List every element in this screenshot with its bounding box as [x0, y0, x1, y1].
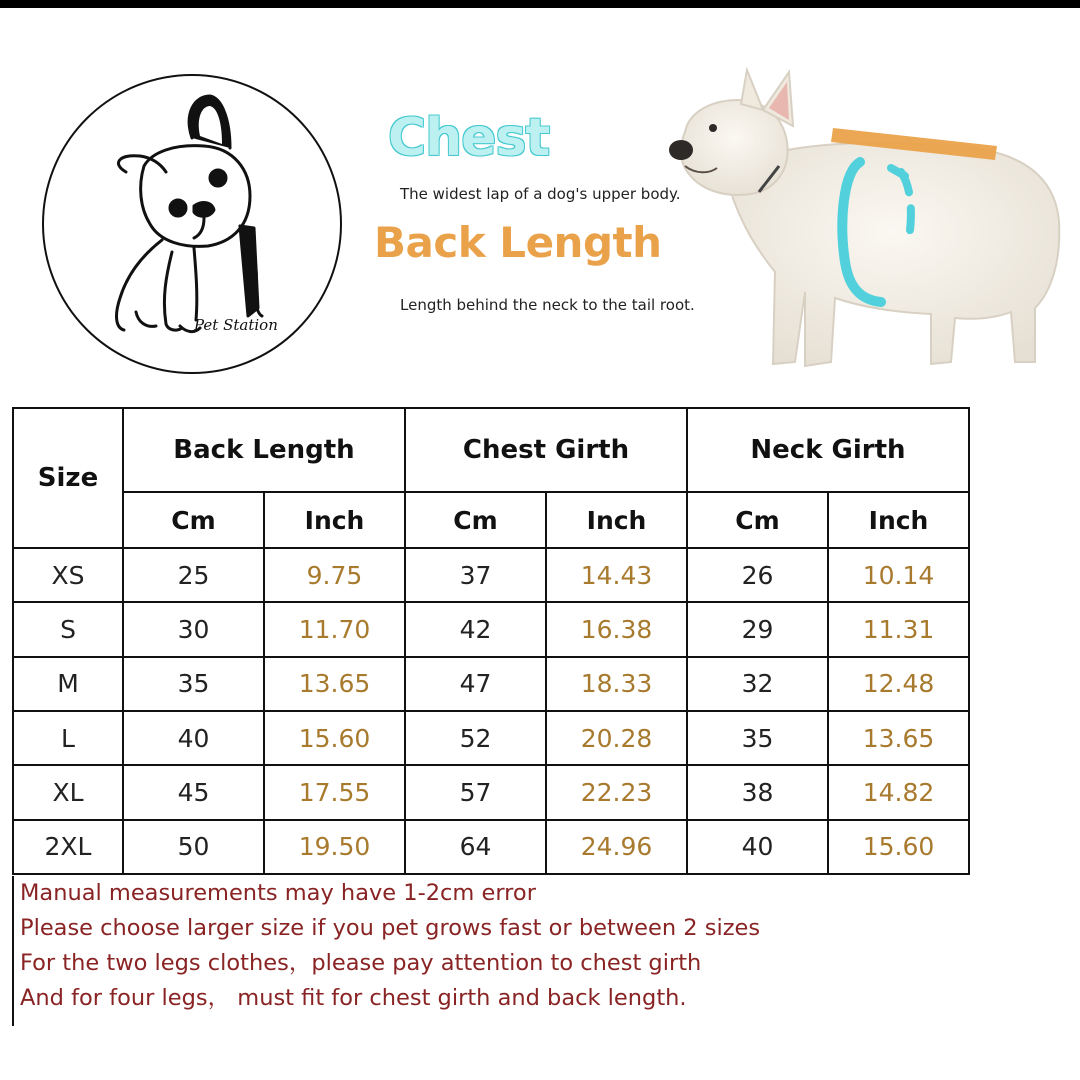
back-length-description: Length behind the neck to the tail root. — [400, 296, 695, 314]
back-length-title: Back Length — [374, 218, 662, 267]
sizing-notes — [12, 876, 912, 1026]
chest-girth-inch-cell: 18.33 — [546, 657, 687, 711]
back-length-inch-cell: 17.55 — [264, 765, 405, 819]
pet-station-logo — [42, 74, 342, 374]
neck-girth-inch-cell: 13.65 — [828, 711, 969, 765]
neck-girth-inch-cell: 10.14 — [828, 548, 969, 602]
table-row — [13, 711, 969, 765]
chest-girth-cm-cell: 37 — [405, 548, 546, 602]
chest-girth-cm-cell: 64 — [405, 820, 546, 874]
size-cell: XS — [13, 548, 123, 602]
size-column-header: Size — [13, 408, 123, 548]
table-row — [13, 602, 969, 656]
neck-girth-cm-cell: 40 — [687, 820, 828, 874]
table-row — [13, 548, 969, 602]
unit-header: Cm — [405, 492, 546, 548]
logo-brand-text: Pet Station — [194, 316, 278, 334]
note-line: And for four legs， must fit for chest girth and back length. — [20, 985, 687, 1011]
size-cell: S — [13, 602, 123, 656]
size-cell: 2XL — [13, 820, 123, 874]
note-line: Please choose larger size if you pet grows fast or between 2 sizes — [20, 915, 761, 941]
back-length-cm-cell: 25 — [123, 548, 264, 602]
neck-girth-cm-cell: 26 — [687, 548, 828, 602]
chest-girth-cm-cell: 52 — [405, 711, 546, 765]
neck-girth-cm-cell: 35 — [687, 711, 828, 765]
back-length-cm-cell: 50 — [123, 820, 264, 874]
chest-girth-inch-cell: 16.38 — [546, 602, 687, 656]
unit-header: Inch — [264, 492, 405, 548]
unit-header: Cm — [123, 492, 264, 548]
neck-girth-inch-cell: 11.31 — [828, 602, 969, 656]
chest-girth-inch-cell: 24.96 — [546, 820, 687, 874]
back-length-cm-cell: 45 — [123, 765, 264, 819]
table-row — [13, 765, 969, 819]
neck-girth-cm-cell: 29 — [687, 602, 828, 656]
back-length-group-header: Back Length — [123, 408, 405, 492]
unit-header: Cm — [687, 492, 828, 548]
neck-girth-cm-cell: 32 — [687, 657, 828, 711]
chest-girth-group-header: Chest Girth — [405, 408, 687, 492]
back-length-inch-cell: 13.65 — [264, 657, 405, 711]
unit-header: Inch — [828, 492, 969, 548]
table-row — [13, 657, 969, 711]
back-length-inch-cell: 11.70 — [264, 602, 405, 656]
back-length-inch-cell: 9.75 — [264, 548, 405, 602]
back-length-cm-cell: 40 — [123, 711, 264, 765]
back-length-inch-cell: 15.60 — [264, 711, 405, 765]
neck-girth-inch-cell: 15.60 — [828, 820, 969, 874]
unit-header: Inch — [546, 492, 687, 548]
back-length-cm-cell: 35 — [123, 657, 264, 711]
chest-girth-cm-cell: 57 — [405, 765, 546, 819]
neck-girth-group-header: Neck Girth — [687, 408, 969, 492]
table-unit-header-row — [13, 492, 969, 548]
chest-girth-inch-cell: 22.23 — [546, 765, 687, 819]
size-table — [12, 407, 970, 875]
chest-description: The widest lap of a dog's upper body. — [400, 185, 681, 203]
back-length-inch-cell: 19.50 — [264, 820, 405, 874]
size-cell: XL — [13, 765, 123, 819]
note-line: Manual measurements may have 1-2cm error — [20, 880, 536, 906]
top-border — [0, 0, 1080, 8]
chest-girth-cm-cell: 42 — [405, 602, 546, 656]
table-row — [13, 820, 969, 874]
neck-girth-cm-cell: 38 — [687, 765, 828, 819]
french-bulldog-illustration — [655, 62, 1075, 400]
bulldog-logo-icon — [44, 76, 340, 372]
back-length-cm-cell: 30 — [123, 602, 264, 656]
size-cell: M — [13, 657, 123, 711]
neck-girth-inch-cell: 14.82 — [828, 765, 969, 819]
chest-girth-inch-cell: 20.28 — [546, 711, 687, 765]
size-cell: L — [13, 711, 123, 765]
neck-girth-inch-cell: 12.48 — [828, 657, 969, 711]
chest-girth-cm-cell: 47 — [405, 657, 546, 711]
note-line: For the two legs clothes，please pay attention to chest girth — [20, 950, 702, 976]
chest-title: Chest — [388, 108, 550, 168]
chest-girth-inch-cell: 14.43 — [546, 548, 687, 602]
table-group-header-row — [13, 408, 969, 492]
